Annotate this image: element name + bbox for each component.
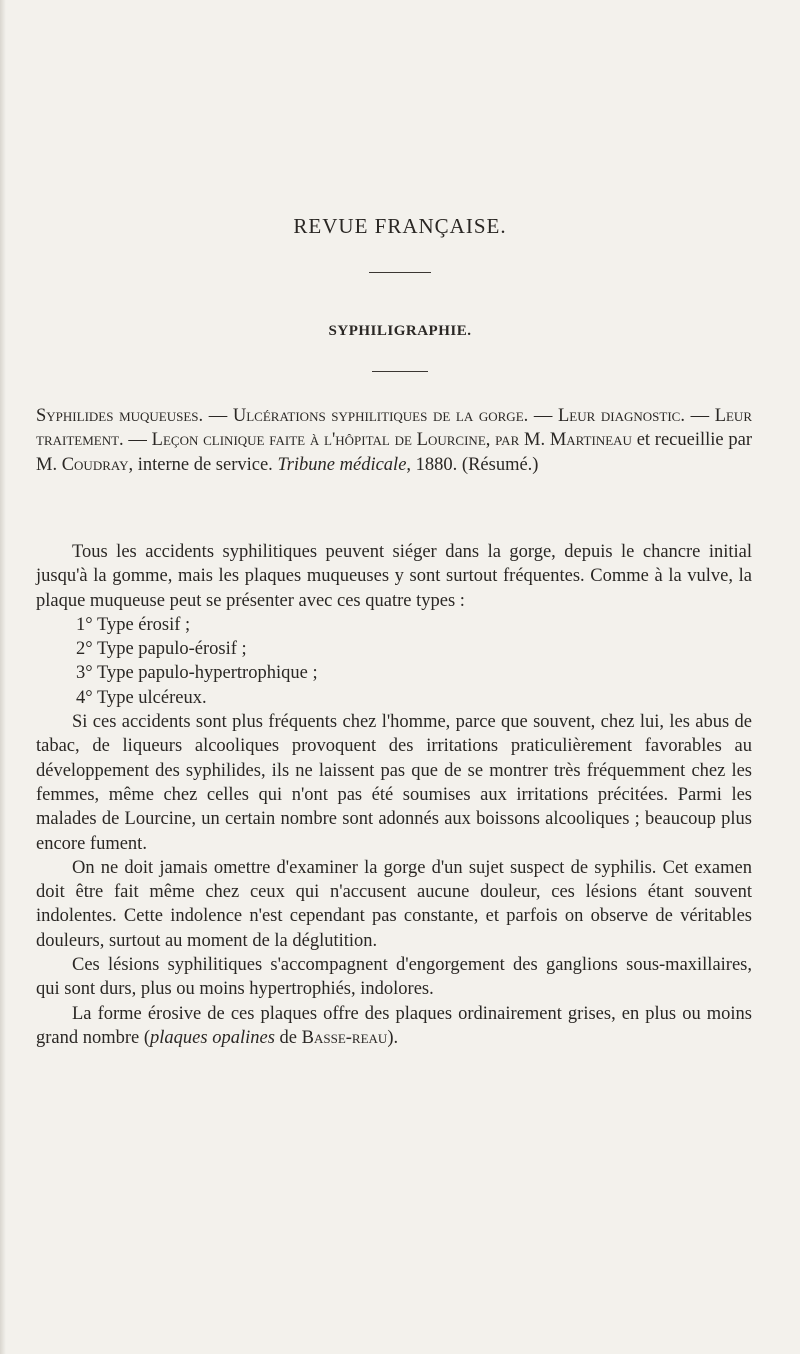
list-item: 1° Type érosif ; — [76, 614, 191, 635]
citation-text: et recueillie par M. — [36, 430, 752, 475]
author-name: Coudray — [61, 454, 129, 475]
paragraph: On ne doit jamais omettre d'examiner la gorge d'un sujet suspect de syphilis. Cet examen doit être fait même chez ceux qui n'accusent aucune douleur, ces lésions étant souvent indolentes. Cette indolence n'est cependant pas constante, et parfois on observe de véritables douleurs, surtout au moment de la déglutition. — [36, 857, 752, 951]
list-item: 2° Type papulo-érosif ; — [76, 639, 247, 660]
section-title: SYPHILIGRAPHIE. — [328, 323, 472, 339]
paragraph-text: La forme érosive de ces plaques offre des plaques ordinairement grises, en plus ou moins grand nombre ( — [36, 1003, 752, 1048]
italic-term: plaques opalines — [150, 1027, 275, 1048]
paragraph — [36, 1002, 752, 1051]
journal-name: Tribune médicale — [277, 454, 407, 475]
citation-text: Syphilides muqueuses. — Ulcérations syphilitiques de la gorge. — Leur diagnostic. — Leur traitement. — Leçon clinique faite à l'hôpital de Lourcine, par M. — [36, 406, 752, 451]
author-name: Martineau — [549, 430, 632, 451]
paragraph-text: de — [274, 1027, 302, 1048]
list-item: 3° Type papulo-hypertrophique ; — [76, 663, 318, 684]
citation-paragraph — [36, 404, 752, 477]
section-rule — [372, 371, 428, 372]
citation-text: , 1880. (Résumé.) — [406, 454, 539, 475]
paragraph: Tous les accidents syphilitiques peuvent siéger dans la gorge, depuis le chancre initial jusqu'à la gomme, mais les plaques muqueuses y sont surtout fréquentes. Comme à la vulve, la plaque muqueuse peut se présenter avec ces quatre types : — [36, 542, 752, 611]
page-edge — [0, 0, 6, 1354]
paragraph: Ces lésions syphilitiques s'accompagnent d'engorgement des ganglions sous-maxillaires, qui sont durs, plus ou moins hypertrophiés, indolores. — [36, 955, 752, 1000]
article-citation — [36, 404, 752, 477]
paragraph-text: ). — [387, 1027, 399, 1048]
header-rule — [369, 272, 431, 273]
running-header: REVUE FRANÇAISE. — [293, 214, 507, 238]
author-name: Basse-reau — [301, 1027, 388, 1048]
citation-text: , interne de service. — [128, 454, 278, 475]
paragraph: Si ces accidents sont plus fréquents chez l'homme, parce que souvent, chez lui, les abus de tabac, de liqueurs alcooliques provoquent des irritations praticulièrement favorables au développement des syphilides, ils ne laissent pas que de se montrer très fréquemment chez les femmes, même chez celles qui n'ont pas été soumises aux irritations précitées. Parmi les malades de Lourcine, un certain nombre sont adonnés aux boissons alcooliques ; beaucoup plus encore fument. — [36, 712, 752, 854]
list-item: 4° Type ulcéreux. — [76, 687, 207, 708]
article-body — [36, 540, 752, 1050]
